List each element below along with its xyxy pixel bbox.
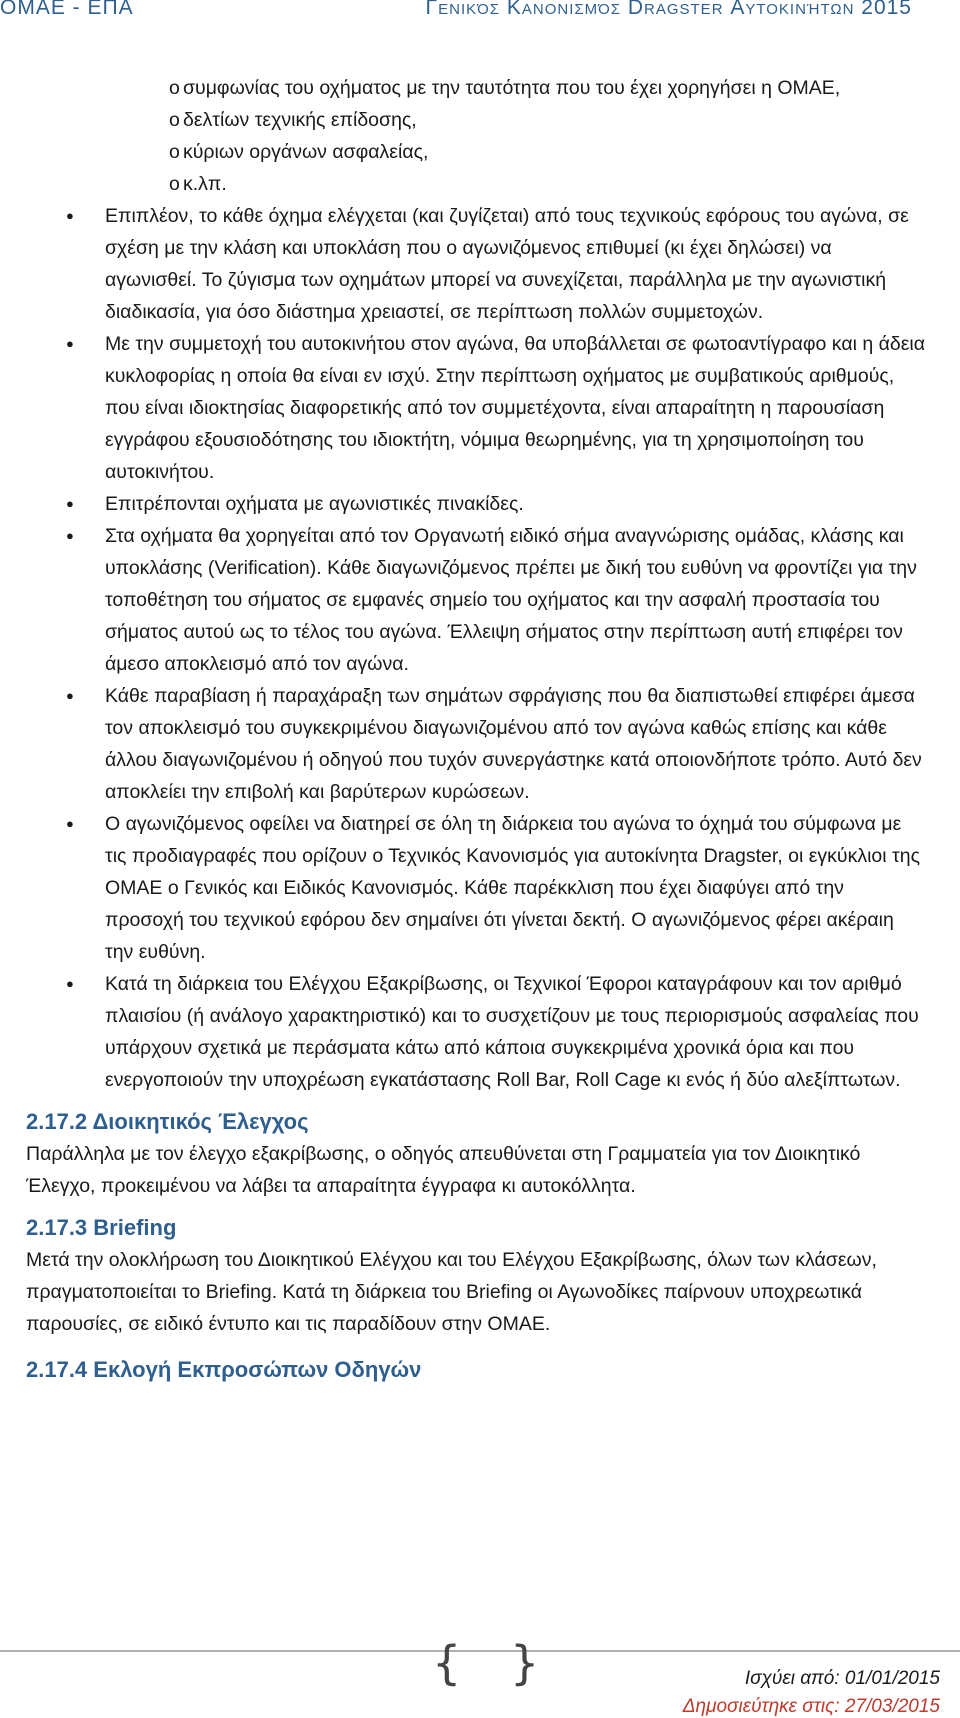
- sub-list-item: o κύριων οργάνων ασφαλείας,: [98, 136, 926, 168]
- section-briefing: [26, 1212, 926, 1340]
- header-org: ΟΜΑΕ - ΕΠΑ: [0, 0, 134, 19]
- document-body: [26, 72, 926, 1386]
- sub-list: [26, 72, 926, 200]
- bullet-item: ● Κάθε παραβίαση ή παραχάραξη των σημάτων σφράγισης που θα διαπιστωθεί επιφέρει άμεσα τον αποκλεισμό του συγκεκριμένου διαγωνιζομένου από τον αγώνα καθώς επίσης και κάθε άλλου διαγωνιζομένου ή οδηγού που τυχόν συνεργάστηκε κατά οποιονδήποτε τρόπο. Αυτό δεν αποκλείει την επιβολή και βαρύτερων κυρώσεων.: [26, 680, 926, 808]
- footer-valid-date: Ισχύει από: 01/01/2015: [744, 1668, 940, 1689]
- bullet-item: ● Κατά τη διάρκεια του Ελέγχου Εξακρίβωσης, οι Τεχνικοί Έφοροι καταγράφουν και τον αριθμό πλαισίου (ή ανάλογο χαρακτηριστικό) και το συσχετίζουν με τους περιορισμούς ασφαλείας που υπάρχουν σχετικά με περάσματα κάτω από κάποια συγκεκριμένα χρονικά όρια και που ενεργοποιούν την υποχρέωση εγκατάστασης Roll Bar, Roll Cage κι ενός ή δύο αλεξίπτωτων.: [26, 968, 926, 1096]
- header-title: Γενικός Κανονισμός Dragster Αυτοκινήτων 2015: [425, 0, 912, 19]
- bullet-item: ● Ο αγωνιζόμενος οφείλει να διατηρεί σε όλη τη διάρκεια του αγώνα το όχημά του σύμφωνα με τις προδιαγραφές που ορίζουν ο Τεχνικός Κανονισμός για αυτοκίνητα Dragster, οι εγκύκλιοι της ΟΜΑΕ ο Γενικός και Ειδικός Κανονισμός. Κάθε παρέκκλιση που έχει διαφύγει από την προσοχή του τεχνικού εφόρου δεν σημαίνει ότι γίνεται δεκτή. Ο αγωνιζόμενος φέρει ακέραιη την ευθύνη.: [26, 808, 926, 968]
- sub-list-item: o δελτίων τεχνικής επίδοσης,: [98, 104, 926, 136]
- footer-brace-open-icon: {: [432, 1636, 462, 1690]
- bullet-list: [26, 200, 926, 1096]
- sub-list-item: o συμφωνίας του οχήματος με την ταυτότητα που του έχει χορηγήσει η ΟΜΑΕ,: [98, 72, 926, 104]
- section-text: Μετά την ολοκλήρωση του Διοικητικού Ελέγχου και του Ελέγχου Εξακρίβωσης, όλων των κλάσεων, πραγματοποιείται το Briefing. Κατά τη διάρκεια του Briefing οι Αγωνοδίκες παίρνουν υποχρεωτικά παρουσίες, σε ειδικό έντυπο και τις παραδίδουν στην ΟΜΑΕ.: [26, 1249, 877, 1335]
- section-title: 2.17.2 Διοικητικός Έλεγχος: [26, 1109, 309, 1134]
- bullet-item: ● Στα οχήματα θα χορηγείται από τον Οργανωτή ειδικό σήμα αναγνώρισης ομάδας, κλάσης και υποκλάσης (Verification). Κάθε διαγωνιζόμενος πρέπει με δική του ευθύνη να φροντίζει για την τοποθέτηση του σήματος σε εμφανές σημείο του οχήματος και την ασφαλή προστασία του σήματος αυτού ως το τέλος του αγώνα. Έλλειψη σήματος στην περίπτωση αυτή επιφέρει τον άμεσο αποκλεισμό από τον αγώνα.: [26, 520, 926, 680]
- section-title: 2.17.4 Εκλογή Εκπροσώπων Οδηγών: [26, 1357, 422, 1382]
- bullet-item: ● Με την συμμετοχή του αυτοκινήτου στον αγώνα, θα υποβάλλεται σε φωτοαντίγραφο και η άδεια κυκλοφορίας η οποία θα είναι εν ισχύ. Στην περίπτωση οχήματος με συμβατικούς αριθμούς, που είναι ιδιοκτησίας διαφορετικής από τον συμμετέχοντα, είναι απαραίτητη η παρουσίαση εγγράφου εξουσιοδότησης του ιδιοκτήτη, νόμιμα θεωρημένης, για τη χρησιμοποίηση του αυτοκινήτου.: [26, 328, 926, 488]
- section-text: Παράλληλα με τον έλεγχο εξακρίβωσης, ο οδηγός απευθύνεται στη Γραμματεία για τον Διοικητικό Έλεγχο, προκειμένου να λάβει τα απαραίτητα έγγραφα κι αυτοκόλλητα.: [26, 1143, 861, 1197]
- footer-divider: [0, 1650, 960, 1652]
- bullet-item: ● Επιτρέπονται οχήματα με αγωνιστικές πινακίδες.: [26, 488, 926, 520]
- page-header: [0, 0, 960, 26]
- footer-published-date: Δημοσιεύτηκε στις: 27/03/2015: [682, 1696, 940, 1717]
- section-title: 2.17.3 Briefing: [26, 1215, 177, 1240]
- bullet-item: ● Επιπλέον, το κάθε όχημα ελέγχεται (και ζυγίζεται) από τους τεχνικούς εφόρους του αγώνα, σε σχέση με την κλάση και υποκλάση που ο αγωνιζόμενος επιθυμεί (κι έχει δηλώσει) να αγωνισθεί. Το ζύγισμα των οχημάτων μπορεί να συνεχίζεται, παράλληλα με την αγωνιστική διαδικασία, για όσο διάστημα χρειαστεί, σε περίπτωση πολλών συμμετοχών.: [26, 200, 926, 328]
- footer-brace-close-icon: }: [510, 1636, 540, 1690]
- sub-list-item: o κ.λπ.: [98, 168, 926, 200]
- section-administrative: [26, 1106, 926, 1202]
- section-driver-representatives: [26, 1354, 926, 1386]
